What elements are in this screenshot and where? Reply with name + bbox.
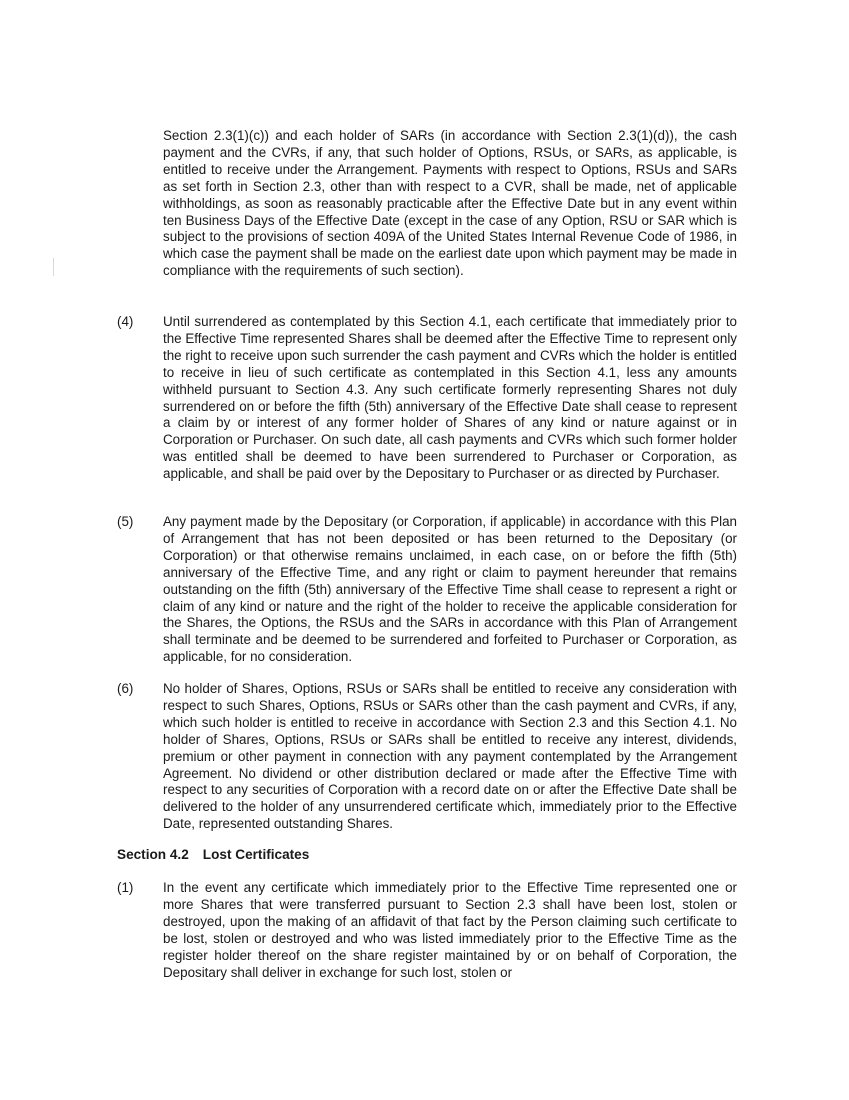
- paragraph-number-5: (5): [117, 514, 134, 529]
- continuation-paragraph: Section 2.3(1)(c)) and each holder of SARs (in accordance with Section 2.3(1)(d)), the cash payment and the CVRs, if any, that such holder of Options, RSUs, or SARs, as applicable, is entitled to receive under the Arrangement. Payments with respect to Options, RSUs and SARs as set forth in Section 2.3, other than with respect to a CVR, shall be made, net of applicable withholdings, as soon as reasonably practicable after the Effective Date but in any event within ten Business Days of the Effective Date (except in the case of any Option, RSU or SAR which is subject to the provisions of section 409A of the United States Internal Revenue Code of 1986, in which case the payment shall be made on the earliest date upon which payment may be made in compliance with the requirements of such section).: [163, 128, 737, 279]
- paragraph-6-text: No holder of Shares, Options, RSUs or SARs shall be entitled to receive any consideration with respect to such Shares, Options, RSUs or SARs other than the cash payment and CVRs, if any, which such holder is entitled to receive in accordance with Section 2.3 and this Section 4.1. No holder of Shares, Options, RSUs or SARs shall be entitled to receive any interest, dividends, premium or other payment in connection with any payment contemplated by the Arrangement Agreement. No dividend or other distribution declared or made after the Effective Time with respect to any securities of Corporation with a record date on or after the Effective Date shall be delivered to the holder of any unsurrendered certificate which, immediately prior to the Effective Date, represented outstanding Shares.: [163, 681, 737, 832]
- section-paragraph-number-1: (1): [117, 880, 134, 895]
- margin-mark: [53, 258, 54, 276]
- paragraph-4-text: Until surrendered as contemplated by this Section 4.1, each certificate that immediately prior to the Effective Time represented Shares shall be deemed after the Effective Time to represent only the right to receive upon such surrender the cash payment and CVRs which the holder is entitled to receive in lieu of such certificate as contemplated in this Section 4.1, less any amounts withheld pursuant to Section 4.3. Any such certificate formerly representing Shares not duly surrendered on or before the fifth (5th) anniversary of the Effective Date shall cease to represent a claim by or interest of any former holder of Shares of any kind or nature against or in Corporation or Purchaser. On such date, all cash payments and CVRs which such former holder was entitled shall be deemed to have been surrendered to Purchaser or Corporation, as applicable, and shall be paid over by the Depositary to Purchaser or as directed by Purchaser.: [163, 314, 737, 482]
- paragraph-number-4: (4): [117, 314, 134, 329]
- section-paragraph-1-text: In the event any certificate which immediately prior to the Effective Time represented one or more Shares that were transferred pursuant to Section 2.3 shall have been lost, stolen or destroyed, upon the making of an affidavit of that fact by the Person claiming such certificate to be lost, stolen or destroyed and who was listed immediately prior to the Effective Time as the register holder thereof on the share register maintained by or on behalf of Corporation, the Depositary shall deliver in exchange for such lost, stolen or: [163, 880, 737, 980]
- section-title: Lost Certificates: [202, 847, 310, 862]
- section-number: Section 4.2: [117, 847, 189, 862]
- paragraph-5-text: Any payment made by the Depositary (or Corporation, if applicable) in accordance with this Plan of Arrangement that has not been deposited or has been returned to the Depositary (or Corporation) or that otherwise remains unclaimed, in each case, on or before the fifth (5th) anniversary of the Effective Time, and any right or claim to payment hereunder that remains outstanding on the fifth (5th) anniversary of the Effective Time shall cease to represent a right or claim of any kind or nature and the right of the holder to receive the applicable consideration for the Shares, the Options, the RSUs and the SARs in accordance with this Plan of Arrangement shall terminate and be deemed to be surrendered and forfeited to Purchaser or Corporation, as applicable, for no consideration.: [163, 514, 737, 665]
- paragraph-number-6: (6): [117, 681, 134, 696]
- section-heading: [117, 847, 309, 864]
